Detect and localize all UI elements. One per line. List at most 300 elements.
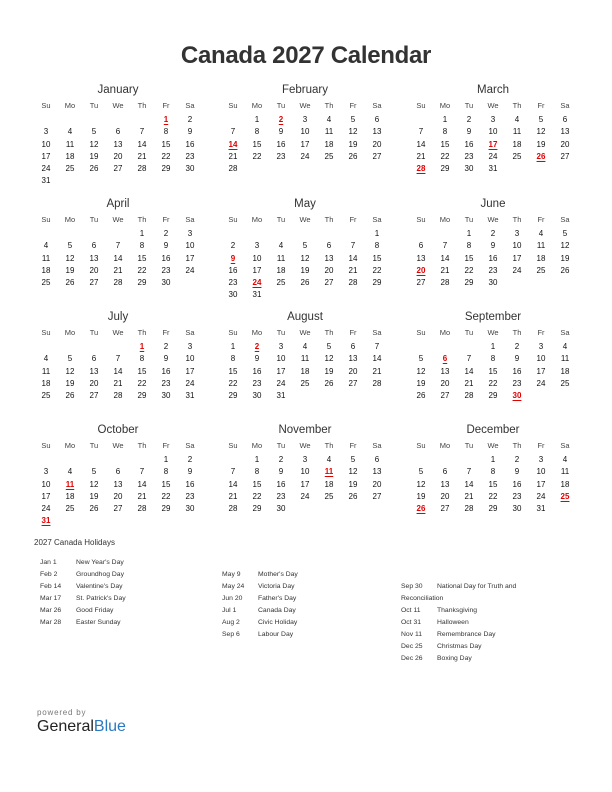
empty-cell (409, 228, 433, 240)
weekday-header: Th (324, 215, 334, 224)
day-cell: 6 (374, 455, 380, 464)
day-cell: 19 (348, 479, 358, 489)
day-cell: 13 (324, 253, 334, 263)
holiday-item (401, 641, 587, 653)
weekday-header: Sa (560, 441, 570, 450)
day-cell: 16 (185, 479, 195, 489)
day-cell: 13 (113, 139, 123, 149)
day-cell: 7 (115, 241, 121, 251)
day-cell: 13 (89, 253, 99, 263)
day-cell: 17 (185, 366, 195, 376)
month-december (409, 422, 577, 515)
day-cell: 14 (137, 139, 147, 149)
day-cell: 10 (185, 354, 195, 364)
day-cell: 21 (464, 491, 474, 501)
day-cell: 16 (185, 139, 195, 149)
day-cell: 20 (89, 378, 99, 388)
holiday-name: Father's Day (258, 595, 297, 602)
day-cell: 26 (324, 378, 334, 388)
day-cell: 4 (326, 115, 332, 124)
month-days-grid (409, 98, 577, 175)
holidays-title: 2027 Canada Holidays (34, 538, 115, 547)
day-cell: 4 (43, 241, 49, 251)
day-cell: 10 (536, 354, 546, 364)
day-cell: 1 (490, 455, 496, 464)
holiday-date: Sep 6 (222, 631, 240, 638)
day-cell: 10 (252, 253, 262, 263)
day-cell: 27 (113, 504, 123, 514)
day-cell: 5 (67, 354, 73, 364)
holiday-item (222, 593, 408, 605)
day-cell: 18 (65, 151, 75, 161)
day-cell: 9 (490, 241, 496, 251)
day-cell: 13 (440, 366, 450, 376)
day-cell: 2 (187, 115, 193, 124)
day-cell: 9 (187, 127, 193, 137)
day-cell: 23 (161, 378, 171, 388)
holiday-date: Oct 11 (401, 607, 421, 614)
weekday-header: Th (137, 328, 147, 337)
day-cell: 24 (41, 164, 51, 174)
weekday-header: Sa (560, 101, 570, 110)
day-cell: 13 (372, 127, 382, 137)
day-cell: 16 (488, 253, 498, 263)
day-cell: 28 (372, 378, 382, 388)
empty-cell (130, 114, 154, 126)
empty-cell (245, 228, 269, 240)
day-cell: 13 (560, 127, 570, 137)
day-cell: 18 (276, 265, 286, 275)
month-days-grid (221, 212, 389, 302)
weekday-header: Sa (185, 441, 195, 450)
day-cell: 2 (514, 342, 520, 351)
empty-cell (317, 228, 341, 240)
day-cell: 24 (512, 265, 522, 275)
day-cell: 16 (512, 479, 522, 489)
day-cell: 30 (185, 504, 195, 514)
weekday-header: Fr (537, 441, 545, 450)
day-cell: 30 (185, 164, 195, 174)
day-cell: 11 (41, 253, 51, 263)
month-name: April (106, 198, 130, 210)
day-cell: 20 (113, 151, 123, 161)
holiday-date: Jun 20 (222, 595, 243, 602)
day-cell: 14 (137, 479, 147, 489)
weekday-header: Su (416, 101, 426, 110)
weekday-header: Fr (349, 441, 357, 450)
day-cell: 6 (115, 127, 121, 137)
empty-cell (106, 454, 130, 466)
day-cell: 8 (254, 127, 260, 137)
weekday-header: Fr (349, 215, 357, 224)
day-cell: 11 (536, 241, 546, 251)
weekday-header: We (487, 101, 499, 110)
day-cell: 10 (276, 354, 286, 364)
empty-cell (409, 454, 433, 466)
day-cell: 1 (254, 115, 260, 124)
day-cell: 31 (41, 176, 51, 186)
day-cell: 1 (163, 455, 169, 464)
day-cell: 12 (300, 253, 310, 263)
day-cell: 20 (440, 378, 450, 388)
weekday-header: Mo (439, 328, 451, 337)
weekday-header: Su (41, 215, 51, 224)
day-cell: 28 (228, 504, 238, 514)
day-cell: 29 (372, 278, 382, 288)
weekday-header: Mo (439, 101, 451, 110)
day-cell: 8 (163, 127, 169, 137)
day-cell: 28 (113, 391, 123, 401)
day-cell: 22 (161, 151, 171, 161)
holiday-column (401, 581, 587, 665)
month-name: November (278, 424, 332, 436)
holiday-name: Groundhog Day (76, 571, 124, 578)
day-cell: 27 (560, 151, 570, 161)
weekday-header: Sa (185, 101, 195, 110)
day-cell: 16 (276, 139, 286, 149)
day-cell: 12 (416, 366, 426, 376)
month-june (409, 196, 577, 289)
day-cell: 16 (252, 366, 262, 376)
day-cell: 20 (560, 139, 570, 149)
holiday-day-cell: 9 (230, 253, 236, 263)
day-cell: 27 (372, 491, 382, 501)
day-cell: 19 (536, 139, 546, 149)
empty-cell (34, 114, 58, 126)
day-cell: 11 (65, 139, 75, 149)
weekday-header: We (112, 328, 124, 337)
day-cell: 23 (276, 491, 286, 501)
day-cell: 9 (514, 354, 520, 364)
day-cell: 10 (300, 467, 310, 477)
holiday-item (222, 569, 408, 581)
day-cell: 27 (416, 278, 426, 288)
day-cell: 18 (560, 366, 570, 376)
day-cell: 18 (300, 366, 310, 376)
day-cell: 26 (560, 265, 570, 275)
day-cell: 10 (488, 127, 498, 137)
weekday-header: Mo (64, 215, 76, 224)
day-cell: 3 (514, 229, 520, 238)
day-cell: 23 (464, 151, 474, 161)
day-cell: 23 (512, 378, 522, 388)
day-cell: 3 (302, 455, 308, 464)
weekday-header: Fr (537, 328, 545, 337)
holiday-day-cell: 17 (488, 139, 498, 149)
day-cell: 10 (512, 241, 522, 251)
day-cell: 3 (490, 115, 496, 124)
month-name: June (480, 198, 506, 210)
weekday-header: Sa (185, 215, 195, 224)
day-cell: 24 (185, 265, 195, 275)
month-september (409, 309, 577, 402)
day-cell: 29 (161, 504, 171, 514)
day-cell: 4 (278, 241, 284, 251)
month-days-grid (34, 438, 202, 528)
day-cell: 12 (416, 479, 426, 489)
holiday-date: Mar 28 (40, 619, 62, 626)
day-cell: 3 (302, 115, 308, 124)
month-july (34, 309, 202, 402)
empty-cell (82, 114, 106, 126)
holiday-day-cell: 25 (560, 491, 570, 501)
empty-cell (433, 454, 457, 466)
day-cell: 22 (440, 151, 450, 161)
day-cell: 26 (65, 391, 75, 401)
holiday-item (222, 581, 408, 593)
day-cell: 10 (185, 241, 195, 251)
day-cell: 26 (348, 151, 358, 161)
day-cell: 17 (41, 151, 51, 161)
day-cell: 1 (374, 229, 380, 238)
day-cell: 14 (416, 139, 426, 149)
day-cell: 6 (350, 342, 356, 351)
weekday-header: Mo (64, 101, 76, 110)
day-cell: 20 (440, 491, 450, 501)
day-cell: 22 (137, 378, 147, 388)
day-cell: 25 (560, 378, 570, 388)
holiday-date: Dec 25 (401, 643, 423, 650)
holiday-item (40, 605, 226, 617)
day-cell: 14 (440, 253, 450, 263)
day-cell: 6 (562, 115, 568, 124)
day-cell: 1 (254, 455, 260, 464)
weekday-header: Su (228, 441, 238, 450)
holiday-item (40, 581, 226, 593)
day-cell: 21 (416, 151, 426, 161)
day-cell: 21 (348, 265, 358, 275)
weekday-header: Tu (464, 328, 474, 337)
day-cell: 9 (163, 241, 169, 251)
holiday-column (40, 557, 226, 629)
day-cell: 2 (466, 115, 472, 124)
day-cell: 6 (91, 241, 97, 251)
day-cell: 24 (536, 378, 546, 388)
day-cell: 19 (65, 378, 75, 388)
day-cell: 25 (512, 151, 522, 161)
day-cell: 21 (137, 491, 147, 501)
weekday-header: We (487, 328, 499, 337)
month-days-grid (221, 325, 389, 402)
holiday-name: Canada Day (258, 607, 296, 614)
day-cell: 4 (538, 229, 544, 238)
holiday-day-cell: 1 (139, 342, 145, 351)
empty-cell (58, 341, 82, 353)
day-cell: 6 (418, 241, 424, 251)
holiday-date: Mar 26 (40, 607, 62, 614)
day-cell: 15 (464, 253, 474, 263)
day-cell: 3 (538, 455, 544, 464)
holiday-item (401, 617, 587, 629)
month-october (34, 422, 202, 528)
holiday-item (40, 617, 226, 629)
month-days-grid (34, 212, 202, 289)
day-cell: 19 (300, 265, 310, 275)
empty-cell (106, 228, 130, 240)
empty-cell (293, 228, 317, 240)
day-cell: 5 (91, 467, 97, 477)
empty-cell (82, 341, 106, 353)
weekday-header: Sa (560, 328, 570, 337)
day-cell: 10 (536, 467, 546, 477)
day-cell: 14 (113, 366, 123, 376)
weekday-header: Mo (64, 441, 76, 450)
day-cell: 24 (300, 491, 310, 501)
holiday-item (40, 557, 226, 569)
day-cell: 25 (41, 391, 51, 401)
day-cell: 4 (562, 342, 568, 351)
day-cell: 10 (41, 479, 51, 489)
day-cell: 17 (300, 139, 310, 149)
month-may (221, 196, 389, 302)
day-cell: 30 (228, 290, 238, 300)
holiday-date: Nov 11 (401, 631, 423, 638)
day-cell: 31 (536, 504, 546, 514)
day-cell: 4 (43, 354, 49, 364)
day-cell: 7 (418, 127, 424, 137)
weekday-header: We (299, 101, 311, 110)
holiday-name-continued: Reconciliation (401, 595, 444, 602)
empty-cell (58, 228, 82, 240)
day-cell: 28 (348, 278, 358, 288)
day-cell: 18 (324, 139, 334, 149)
holiday-date: Feb 14 (40, 583, 62, 590)
day-cell: 29 (440, 164, 450, 174)
day-cell: 19 (324, 366, 334, 376)
day-cell: 30 (512, 504, 522, 514)
day-cell: 21 (464, 378, 474, 388)
holiday-item (401, 629, 587, 641)
day-cell: 7 (374, 342, 380, 351)
day-cell: 8 (230, 354, 236, 364)
day-cell: 26 (89, 164, 99, 174)
day-cell: 8 (466, 241, 472, 251)
day-cell: 26 (416, 391, 426, 401)
day-cell: 17 (252, 265, 262, 275)
weekday-header: We (487, 215, 499, 224)
empty-cell (34, 454, 58, 466)
weekday-header: Tu (276, 328, 286, 337)
day-cell: 1 (139, 229, 145, 238)
day-cell: 15 (228, 366, 238, 376)
day-cell: 11 (560, 467, 570, 477)
weekday-header: Fr (162, 441, 170, 450)
day-cell: 29 (464, 278, 474, 288)
day-cell: 15 (161, 139, 171, 149)
day-cell: 5 (538, 115, 544, 124)
day-cell: 22 (161, 491, 171, 501)
month-name: May (294, 198, 316, 210)
day-cell: 3 (187, 342, 193, 351)
day-cell: 16 (161, 253, 171, 263)
weekday-header: Fr (537, 215, 545, 224)
day-cell: 5 (302, 241, 308, 251)
day-cell: 21 (372, 366, 382, 376)
weekday-header: Mo (439, 215, 451, 224)
day-cell: 17 (536, 366, 546, 376)
day-cell: 31 (488, 164, 498, 174)
holiday-name: Labour Day (258, 631, 294, 638)
day-cell: 31 (276, 391, 286, 401)
day-cell: 21 (228, 151, 238, 161)
day-cell: 25 (41, 278, 51, 288)
day-cell: 6 (115, 467, 121, 477)
month-name: August (287, 311, 323, 323)
day-cell: 31 (185, 391, 195, 401)
weekday-header: We (112, 101, 124, 110)
day-cell: 11 (41, 366, 51, 376)
holiday-day-cell: 26 (416, 504, 426, 514)
holiday-name: Thanksgiving (437, 607, 478, 614)
day-cell: 7 (466, 467, 472, 477)
day-cell: 3 (254, 241, 260, 251)
month-january (34, 82, 202, 188)
day-cell: 20 (348, 366, 358, 376)
day-cell: 26 (89, 504, 99, 514)
holiday-date: May 24 (222, 583, 245, 590)
day-cell: 28 (440, 278, 450, 288)
holiday-day-cell: 24 (252, 278, 262, 288)
day-cell: 28 (228, 164, 238, 174)
day-cell: 29 (488, 504, 498, 514)
day-cell: 16 (512, 366, 522, 376)
day-cell: 30 (161, 391, 171, 401)
weekday-header: Su (41, 101, 51, 110)
day-cell: 30 (252, 391, 262, 401)
day-cell: 4 (302, 342, 308, 351)
day-cell: 15 (161, 479, 171, 489)
weekday-header: Th (137, 215, 147, 224)
weekday-header: Su (41, 328, 51, 337)
weekday-header: Su (228, 328, 238, 337)
day-cell: 1 (466, 229, 472, 238)
day-cell: 16 (228, 265, 238, 275)
holiday-date: Jul 1 (222, 607, 237, 614)
day-cell: 20 (372, 139, 382, 149)
day-cell: 17 (300, 479, 310, 489)
empty-cell (82, 228, 106, 240)
day-cell: 17 (512, 253, 522, 263)
day-cell: 10 (41, 139, 51, 149)
day-cell: 18 (41, 265, 51, 275)
weekday-header: Fr (537, 101, 545, 110)
day-cell: 24 (185, 378, 195, 388)
weekday-header: Mo (251, 328, 263, 337)
weekday-header: We (299, 215, 311, 224)
holiday-day-cell: 31 (41, 516, 51, 526)
holiday-item (401, 605, 587, 617)
day-cell: 21 (113, 378, 123, 388)
day-cell: 13 (348, 354, 358, 364)
day-cell: 8 (490, 467, 496, 477)
weekday-header: Sa (372, 215, 382, 224)
holiday-name: Good Friday (76, 607, 114, 614)
day-cell: 22 (464, 265, 474, 275)
weekday-header: Tu (89, 215, 99, 224)
day-cell: 2 (514, 455, 520, 464)
holiday-date: Mar 17 (40, 595, 62, 602)
month-days-grid (409, 212, 577, 289)
day-cell: 23 (185, 151, 195, 161)
day-cell: 4 (67, 127, 73, 137)
month-name: December (466, 424, 520, 436)
day-cell: 11 (512, 127, 522, 137)
weekday-header: Fr (162, 328, 170, 337)
month-name: September (464, 311, 522, 323)
month-name: July (107, 311, 129, 323)
day-cell: 4 (326, 455, 332, 464)
day-cell: 12 (89, 139, 99, 149)
